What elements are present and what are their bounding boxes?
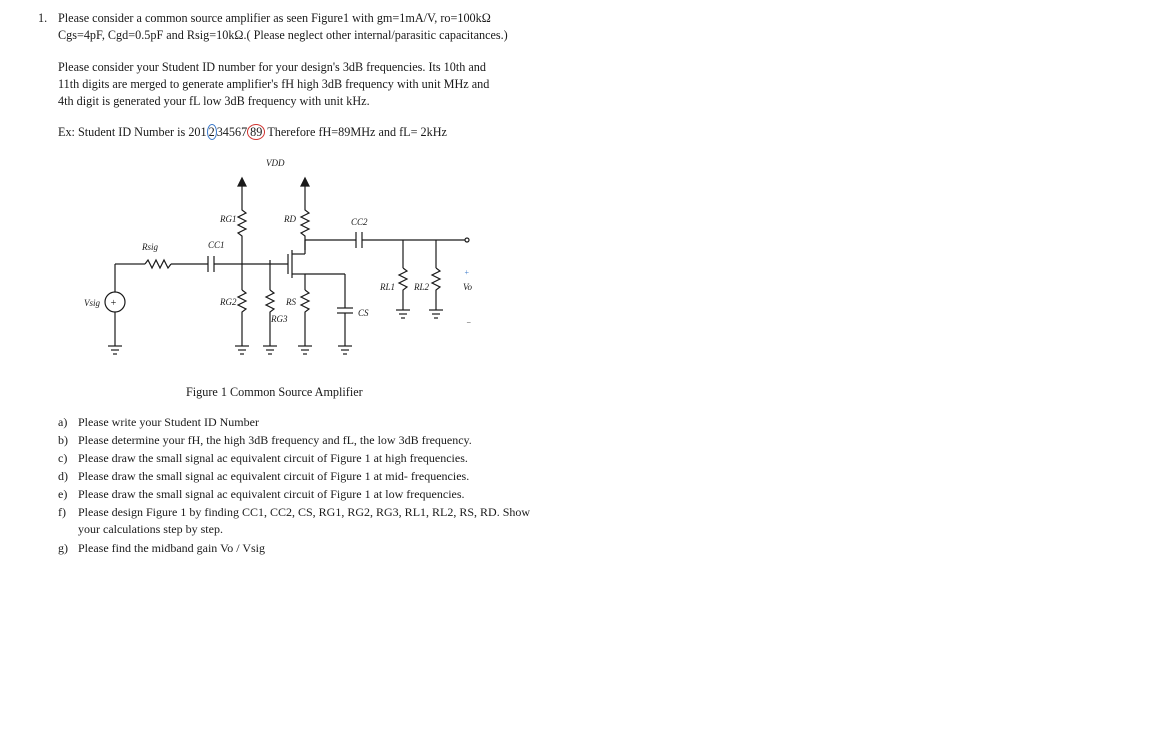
- task-label: c): [58, 451, 68, 465]
- task-label: d): [58, 469, 68, 483]
- label-cc1: CC1: [208, 240, 225, 250]
- task-label: a): [58, 415, 68, 429]
- task-item-a: [58, 415, 259, 430]
- rl1-resistor: [399, 268, 407, 310]
- task-text: Please draw the small signal ac equivalent circuit of Figure 1 at mid- frequencies.: [78, 469, 470, 483]
- task-label: b): [58, 433, 68, 447]
- example-line: [58, 125, 447, 140]
- instruction-line-3: 4th digit is generated your fL low 3dB frequency with unit kHz.: [58, 94, 370, 108]
- label-vsig: Vsig: [84, 298, 101, 308]
- task-item-d: [58, 469, 469, 484]
- example-id-circled-digit: 2: [208, 125, 215, 139]
- label-rd: RD: [284, 214, 296, 224]
- task-text: Please draw the small signal ac equivalent circuit of Figure 1 at low frequencies.: [78, 487, 465, 501]
- rg2-resistor: [238, 290, 246, 346]
- question-number: 1.: [38, 11, 48, 25]
- figure-caption: Figure 1 Common Source Amplifier: [186, 385, 363, 399]
- example-id-circled-pair: 89: [247, 124, 265, 140]
- vsig-plus-sign: +: [110, 298, 117, 309]
- example-prefix: Ex: Student ID Number is 201: [58, 125, 207, 139]
- label-rg1: RG1: [220, 214, 237, 224]
- task-label: f): [58, 505, 66, 519]
- circuit-diagram: [70, 150, 500, 380]
- rsig-resistor: [145, 260, 171, 268]
- task-label: e): [58, 487, 68, 501]
- label-rg3: RG3: [271, 314, 288, 324]
- output-terminal: [465, 238, 469, 242]
- example-id-middle: 34567: [216, 125, 248, 139]
- task-text: Please write your Student ID Number: [78, 415, 259, 429]
- task-text: Please design Figure 1 by finding CC1, CC2, CS, RG1, RG2, RG3, RL1, RL2, RS, RD. Show: [78, 505, 531, 519]
- task-text: Please determine your fH, the high 3dB frequency and fL, the low 3dB frequency.: [78, 433, 472, 447]
- task-text: Please draw the small signal ac equivalent circuit of Figure 1 at high frequencies.: [78, 451, 468, 465]
- example-suffix: Therefore fH=89MHz and fL= 2kHz: [267, 125, 447, 139]
- label-rs: RS: [286, 297, 296, 307]
- task-item-g: [58, 541, 265, 556]
- task-label: g): [58, 541, 68, 555]
- label-rg2: RG2: [220, 297, 237, 307]
- instruction-line-2: 11th digits are merged to generate amplifier's fH high 3dB frequency with unit MHz and: [58, 77, 490, 91]
- label-vo: Vo: [463, 282, 472, 292]
- task-item-c: [58, 451, 468, 466]
- rs-resistor: [301, 290, 309, 346]
- label-cs: CS: [358, 308, 369, 318]
- instruction-line-1: Please consider your Student ID number for your design's 3dB frequencies. Its 10th and: [58, 60, 486, 74]
- rg1-resistor: [238, 205, 246, 260]
- label-rl2: RL2: [414, 282, 430, 292]
- vdd-arrow-left: [238, 178, 246, 186]
- label-rsig: Rsig: [142, 242, 159, 252]
- label-plus: +: [464, 268, 470, 277]
- label-cc2: CC2: [351, 217, 368, 227]
- task-item-f: [58, 505, 530, 520]
- question-line-1: Please consider a common source amplifier as seen Figure1 with gm=1mA/V, ro=100kΩ: [58, 11, 491, 25]
- task-item-f-continued: [58, 522, 223, 537]
- label-rl1: RL1: [380, 282, 396, 292]
- label-minus: −: [466, 318, 472, 327]
- rl2-resistor: [432, 268, 440, 310]
- question-line-2: Cgs=4pF, Cgd=0.5pF and Rsig=10kΩ.( Please neglect other internal/parasitic capacitances.): [58, 28, 508, 42]
- label-vdd: VDD: [266, 158, 285, 168]
- vdd-arrow-right: [301, 178, 309, 186]
- task-text: Please find the midband gain Vo / Vsig: [78, 541, 265, 555]
- ground-symbols: [108, 346, 352, 354]
- task-item-e: [58, 487, 465, 502]
- task-text: your calculations step by step.: [78, 522, 223, 536]
- task-item-b: [58, 433, 472, 448]
